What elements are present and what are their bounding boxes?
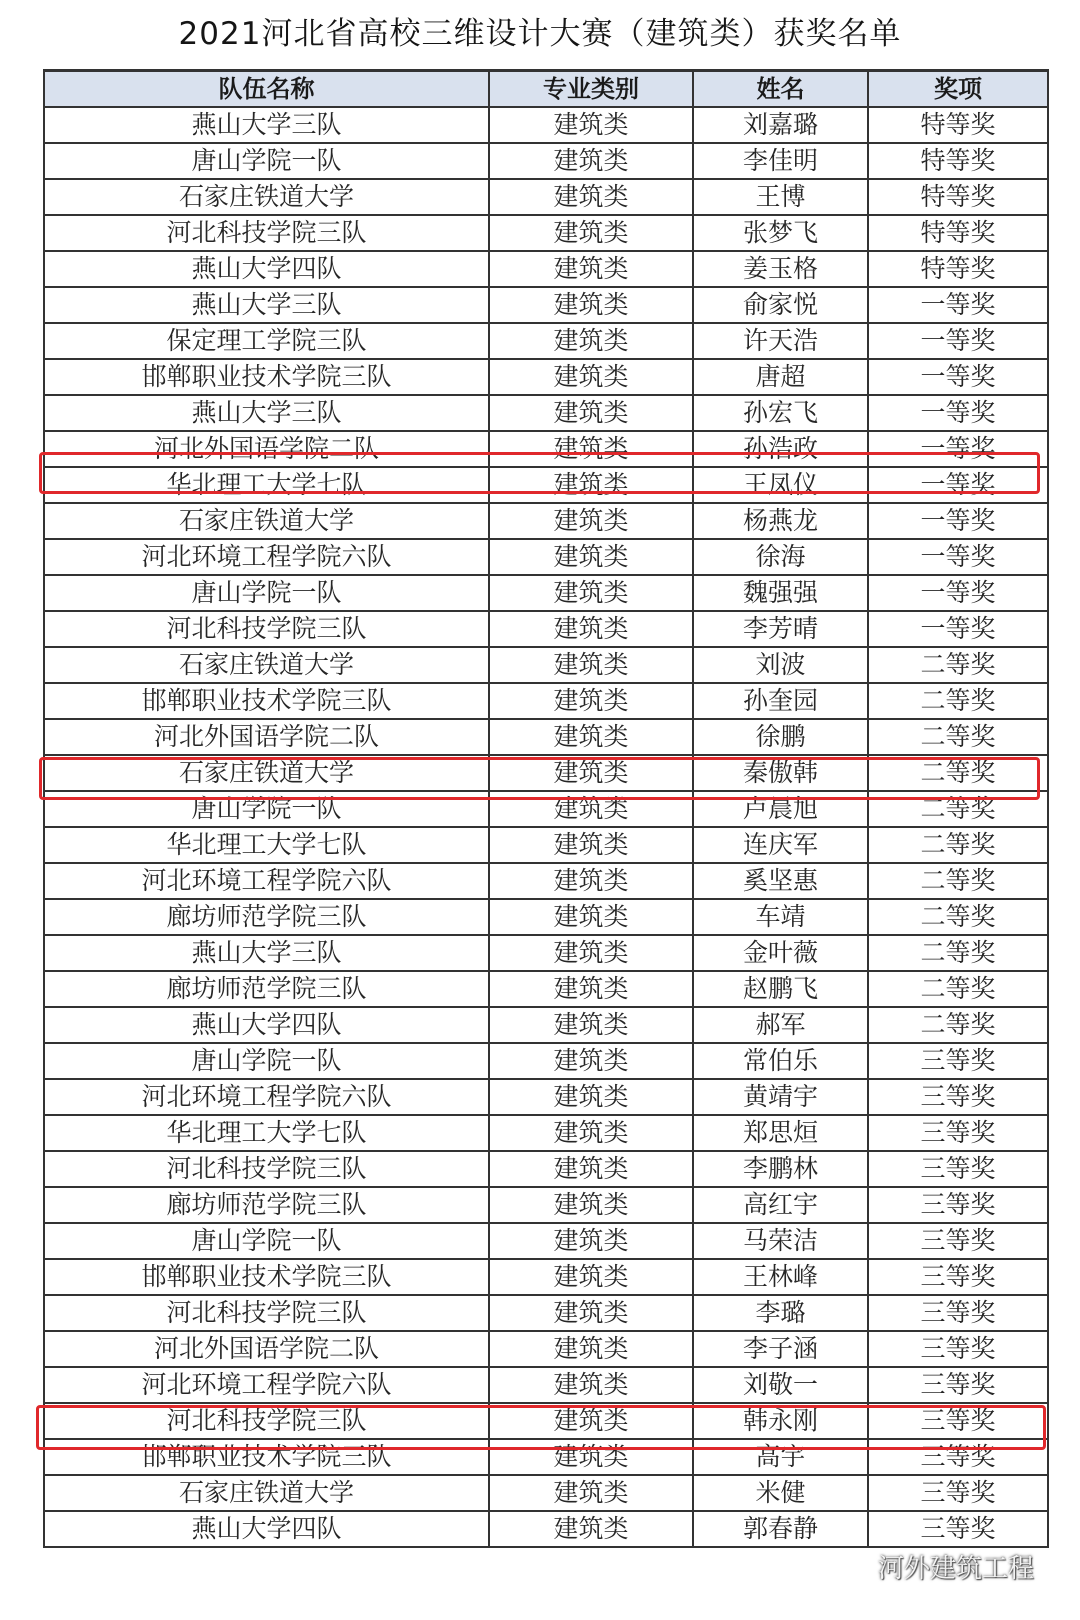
name-cell: 孙奎园	[693, 683, 868, 719]
category-cell: 建筑类	[489, 1115, 693, 1151]
category-cell: 建筑类	[489, 827, 693, 863]
name-cell: 张梦飞	[693, 215, 868, 251]
award-cell: 三等奖	[868, 1403, 1048, 1439]
award-cell: 三等奖	[868, 1259, 1048, 1295]
name-cell: 奚坚惠	[693, 863, 868, 899]
name-cell: 常伯乐	[693, 1043, 868, 1079]
team-cell: 石家庄铁道大学	[44, 647, 489, 683]
page-title: 2021河北省高校三维设计大赛（建筑类）获奖名单	[178, 16, 902, 52]
category-cell: 建筑类	[489, 1367, 693, 1403]
table-row	[44, 1223, 1048, 1259]
team-cell: 河北科技学院三队	[44, 1403, 489, 1439]
team-cell: 石家庄铁道大学	[44, 503, 489, 539]
table-row	[44, 467, 1048, 503]
name-cell: 高宇	[693, 1439, 868, 1475]
award-cell: 三等奖	[868, 1295, 1048, 1331]
table-row	[44, 287, 1048, 323]
header-award: 奖项	[868, 71, 1048, 108]
team-cell: 燕山大学三队	[44, 287, 489, 323]
table-row	[44, 179, 1048, 215]
category-cell: 建筑类	[489, 1223, 693, 1259]
name-cell: 高红宇	[693, 1187, 868, 1223]
team-cell: 廊坊师范学院三队	[44, 899, 489, 935]
category-cell: 建筑类	[489, 1331, 693, 1367]
table-row	[44, 1007, 1048, 1043]
name-cell: 许天浩	[693, 323, 868, 359]
table-row	[44, 431, 1048, 467]
name-cell: 马荣洁	[693, 1223, 868, 1259]
table-row	[44, 1331, 1048, 1367]
award-cell: 二等奖	[868, 971, 1048, 1007]
name-cell: 李璐	[693, 1295, 868, 1331]
award-cell: 一等奖	[868, 323, 1048, 359]
award-cell: 二等奖	[868, 899, 1048, 935]
table-row	[44, 1079, 1048, 1115]
category-cell: 建筑类	[489, 179, 693, 215]
name-cell: 徐鹏	[693, 719, 868, 755]
table-row	[44, 1259, 1048, 1295]
team-cell: 唐山学院一队	[44, 575, 489, 611]
header-team: 队伍名称	[44, 71, 489, 108]
award-cell: 三等奖	[868, 1367, 1048, 1403]
name-cell: 郭春静	[693, 1511, 868, 1547]
table-row	[44, 1403, 1048, 1439]
team-cell: 河北环境工程学院六队	[44, 539, 489, 575]
award-cell: 三等奖	[868, 1511, 1048, 1547]
team-cell: 河北科技学院三队	[44, 1151, 489, 1187]
team-cell: 河北环境工程学院六队	[44, 1367, 489, 1403]
team-cell: 邯郸职业技术学院三队	[44, 1259, 489, 1295]
team-cell: 华北理工大学七队	[44, 1115, 489, 1151]
team-cell: 燕山大学三队	[44, 107, 489, 143]
team-cell: 保定理工学院三队	[44, 323, 489, 359]
category-cell: 建筑类	[489, 107, 693, 143]
category-cell: 建筑类	[489, 971, 693, 1007]
category-cell: 建筑类	[489, 215, 693, 251]
team-cell: 河北外国语学院二队	[44, 1331, 489, 1367]
name-cell: 王凤仪	[693, 467, 868, 503]
name-cell: 孙宏飞	[693, 395, 868, 431]
table-row	[44, 251, 1048, 287]
award-cell: 三等奖	[868, 1079, 1048, 1115]
table-row	[44, 1151, 1048, 1187]
table-row	[44, 791, 1048, 827]
category-cell: 建筑类	[489, 647, 693, 683]
name-cell: 连庆军	[693, 827, 868, 863]
award-cell: 三等奖	[868, 1151, 1048, 1187]
name-cell: 李芳晴	[693, 611, 868, 647]
category-cell: 建筑类	[489, 791, 693, 827]
category-cell: 建筑类	[489, 719, 693, 755]
award-cell: 特等奖	[868, 179, 1048, 215]
award-cell: 二等奖	[868, 755, 1048, 791]
award-cell: 一等奖	[868, 503, 1048, 539]
table-row	[44, 143, 1048, 179]
watermark-text: 河外建筑工程	[878, 1553, 1035, 1584]
table-row	[44, 863, 1048, 899]
name-cell: 金叶薇	[693, 935, 868, 971]
award-cell: 二等奖	[868, 791, 1048, 827]
table-row	[44, 1043, 1048, 1079]
team-cell: 燕山大学三队	[44, 395, 489, 431]
team-cell: 邯郸职业技术学院三队	[44, 1439, 489, 1475]
name-cell: 郑思烜	[693, 1115, 868, 1151]
table-row	[44, 1511, 1048, 1547]
team-cell: 邯郸职业技术学院三队	[44, 683, 489, 719]
table-row	[44, 1115, 1048, 1151]
table-row	[44, 1475, 1048, 1511]
table-row	[44, 611, 1048, 647]
table-row	[44, 323, 1048, 359]
team-cell: 廊坊师范学院三队	[44, 1187, 489, 1223]
team-cell: 唐山学院一队	[44, 791, 489, 827]
category-cell: 建筑类	[489, 863, 693, 899]
team-cell: 唐山学院一队	[44, 143, 489, 179]
table-row	[44, 971, 1048, 1007]
name-cell: 车靖	[693, 899, 868, 935]
team-cell: 燕山大学四队	[44, 1511, 489, 1547]
table-header-row	[44, 71, 1048, 108]
table-row	[44, 539, 1048, 575]
category-cell: 建筑类	[489, 1151, 693, 1187]
team-cell: 燕山大学四队	[44, 1007, 489, 1043]
category-cell: 建筑类	[489, 1043, 693, 1079]
category-cell: 建筑类	[489, 1295, 693, 1331]
award-cell: 一等奖	[868, 575, 1048, 611]
team-cell: 廊坊师范学院三队	[44, 971, 489, 1007]
wechat-icon	[842, 1553, 872, 1579]
table-row	[44, 647, 1048, 683]
team-cell: 华北理工大学七队	[44, 827, 489, 863]
table-row	[44, 1439, 1048, 1475]
team-cell: 河北环境工程学院六队	[44, 1079, 489, 1115]
category-cell: 建筑类	[489, 1079, 693, 1115]
award-cell: 三等奖	[868, 1187, 1048, 1223]
category-cell: 建筑类	[489, 683, 693, 719]
award-cell: 三等奖	[868, 1475, 1048, 1511]
header-name: 姓名	[693, 71, 868, 108]
category-cell: 建筑类	[489, 323, 693, 359]
name-cell: 李子涵	[693, 1331, 868, 1367]
name-cell: 郝军	[693, 1007, 868, 1043]
table-row	[44, 107, 1048, 143]
award-cell: 特等奖	[868, 107, 1048, 143]
award-cell: 二等奖	[868, 935, 1048, 971]
category-cell: 建筑类	[489, 395, 693, 431]
award-cell: 一等奖	[868, 611, 1048, 647]
award-cell: 二等奖	[868, 683, 1048, 719]
award-cell: 一等奖	[868, 431, 1048, 467]
name-cell: 米健	[693, 1475, 868, 1511]
award-cell: 一等奖	[868, 539, 1048, 575]
award-cell: 特等奖	[868, 143, 1048, 179]
category-cell: 建筑类	[489, 467, 693, 503]
table-row	[44, 935, 1048, 971]
award-cell: 三等奖	[868, 1043, 1048, 1079]
team-cell: 石家庄铁道大学	[44, 1475, 489, 1511]
name-cell: 秦傲韩	[693, 755, 868, 791]
category-cell: 建筑类	[489, 1007, 693, 1043]
name-cell: 赵鹏飞	[693, 971, 868, 1007]
name-cell: 李鹏林	[693, 1151, 868, 1187]
award-cell: 三等奖	[868, 1115, 1048, 1151]
team-cell: 唐山学院一队	[44, 1043, 489, 1079]
name-cell: 魏强强	[693, 575, 868, 611]
name-cell: 俞家悦	[693, 287, 868, 323]
award-cell: 三等奖	[868, 1331, 1048, 1367]
name-cell: 孙浩政	[693, 431, 868, 467]
category-cell: 建筑类	[489, 755, 693, 791]
name-cell: 徐海	[693, 539, 868, 575]
name-cell: 李佳明	[693, 143, 868, 179]
team-cell: 燕山大学三队	[44, 935, 489, 971]
award-cell: 特等奖	[868, 251, 1048, 287]
award-cell: 特等奖	[868, 215, 1048, 251]
category-cell: 建筑类	[489, 1259, 693, 1295]
category-cell: 建筑类	[489, 503, 693, 539]
category-cell: 建筑类	[489, 287, 693, 323]
team-cell: 河北外国语学院二队	[44, 719, 489, 755]
team-cell: 河北环境工程学院六队	[44, 863, 489, 899]
table-body	[44, 107, 1048, 1547]
name-cell: 卢晨旭	[693, 791, 868, 827]
category-cell: 建筑类	[489, 611, 693, 647]
category-cell: 建筑类	[489, 1511, 693, 1547]
name-cell: 黄靖宇	[693, 1079, 868, 1115]
table-row	[44, 1367, 1048, 1403]
award-cell: 二等奖	[868, 719, 1048, 755]
team-cell: 石家庄铁道大学	[44, 179, 489, 215]
award-cell: 三等奖	[868, 1439, 1048, 1475]
table-row	[44, 683, 1048, 719]
table-row	[44, 1295, 1048, 1331]
table-row	[44, 719, 1048, 755]
category-cell: 建筑类	[489, 359, 693, 395]
award-cell: 二等奖	[868, 647, 1048, 683]
category-cell: 建筑类	[489, 575, 693, 611]
category-cell: 建筑类	[489, 143, 693, 179]
team-cell: 石家庄铁道大学	[44, 755, 489, 791]
table-row	[44, 1187, 1048, 1223]
name-cell: 王林峰	[693, 1259, 868, 1295]
table-row	[44, 215, 1048, 251]
award-cell: 二等奖	[868, 1007, 1048, 1043]
name-cell: 唐超	[693, 359, 868, 395]
table-row	[44, 395, 1048, 431]
name-cell: 韩永刚	[693, 1403, 868, 1439]
team-cell: 河北科技学院三队	[44, 215, 489, 251]
table-row	[44, 359, 1048, 395]
award-cell: 一等奖	[868, 287, 1048, 323]
category-cell: 建筑类	[489, 1403, 693, 1439]
award-cell: 一等奖	[868, 359, 1048, 395]
header-category: 专业类别	[489, 71, 693, 108]
table-row	[44, 755, 1048, 791]
watermark	[842, 1546, 1034, 1586]
category-cell: 建筑类	[489, 899, 693, 935]
table-row	[44, 899, 1048, 935]
table-row	[44, 827, 1048, 863]
name-cell: 杨燕龙	[693, 503, 868, 539]
name-cell: 刘波	[693, 647, 868, 683]
award-table	[43, 69, 1049, 1548]
team-cell: 河北外国语学院二队	[44, 431, 489, 467]
category-cell: 建筑类	[489, 1475, 693, 1511]
table-row	[44, 503, 1048, 539]
team-cell: 邯郸职业技术学院三队	[44, 359, 489, 395]
award-cell: 一等奖	[868, 395, 1048, 431]
category-cell: 建筑类	[489, 1187, 693, 1223]
category-cell: 建筑类	[489, 251, 693, 287]
category-cell: 建筑类	[489, 539, 693, 575]
name-cell: 王博	[693, 179, 868, 215]
team-cell: 燕山大学四队	[44, 251, 489, 287]
award-cell: 二等奖	[868, 863, 1048, 899]
team-cell: 华北理工大学七队	[44, 467, 489, 503]
table-row	[44, 575, 1048, 611]
award-cell: 一等奖	[868, 467, 1048, 503]
award-cell: 三等奖	[868, 1223, 1048, 1259]
team-cell: 河北科技学院三队	[44, 611, 489, 647]
name-cell: 姜玉格	[693, 251, 868, 287]
team-cell: 唐山学院一队	[44, 1223, 489, 1259]
award-cell: 二等奖	[868, 827, 1048, 863]
category-cell: 建筑类	[489, 1439, 693, 1475]
category-cell: 建筑类	[489, 431, 693, 467]
name-cell: 刘嘉璐	[693, 107, 868, 143]
category-cell: 建筑类	[489, 935, 693, 971]
name-cell: 刘敬一	[693, 1367, 868, 1403]
team-cell: 河北科技学院三队	[44, 1295, 489, 1331]
